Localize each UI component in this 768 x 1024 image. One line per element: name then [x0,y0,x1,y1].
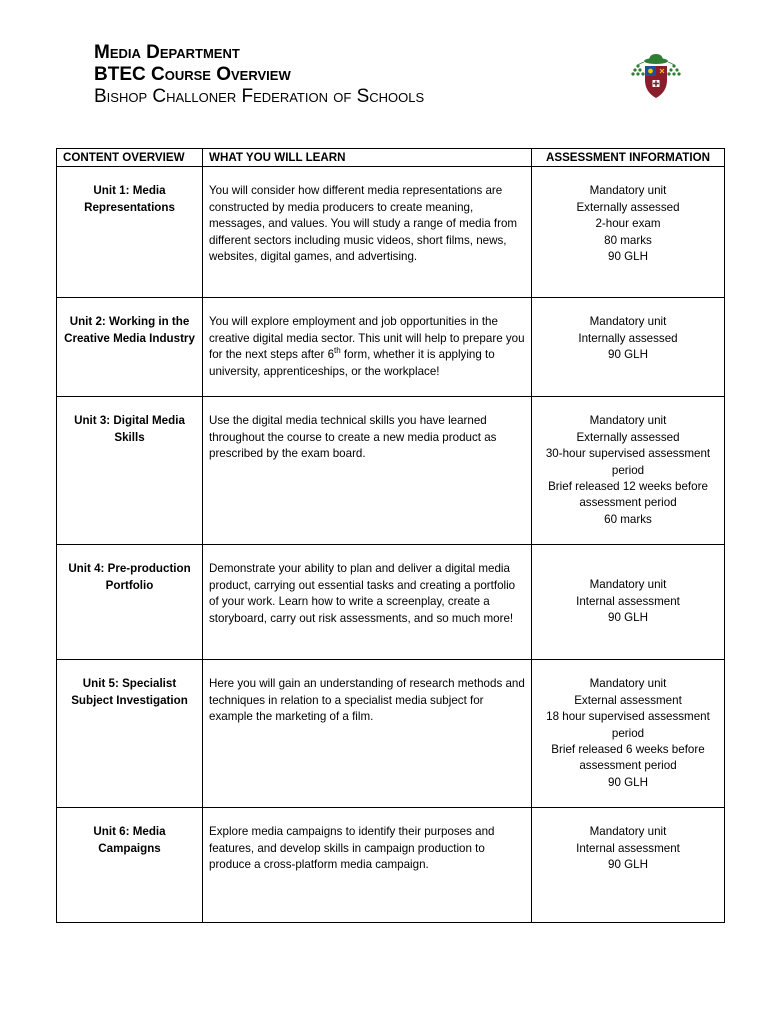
assessment-line: 2-hour exam [595,217,661,231]
unit-title: Unit 3: Digital Media Skills [57,397,203,545]
assessment-line: Mandatory unit [589,578,667,592]
table-row [57,545,725,660]
assessment-info [532,298,725,397]
assessment-line: 18 hour supervised assessment period [546,710,710,740]
unit-title: Unit 1: Media Representations [57,167,203,298]
ordinal-suffix: th [334,346,341,356]
assessment-line: Brief released 6 weeks before assessment period [551,743,705,773]
assessment-line: Internal assessment [576,841,680,855]
assessment-line: Mandatory unit [589,414,667,428]
assessment-line: 90 GLH [608,348,648,362]
assessment-info [532,397,725,545]
col-header-assessment-information: ASSESSMENT INFORMATION [532,149,725,167]
assessment-line: Internally assessed [578,331,678,345]
assessment-line: Mandatory unit [589,825,667,839]
assessment-line: Brief released 12 weeks before assessment period [548,480,708,510]
assessment-info [532,808,725,923]
unit-description: Here you will gain an understanding of research methods and techniques in relation to a specialist media subject for example the marketing of a film. [203,660,532,808]
unit-title: Unit 5: Specialist Subject Investigation [57,660,203,808]
assessment-info [532,167,725,298]
assessment-line: External assessment [574,693,682,707]
course-title: BTEC Course Overview [94,64,291,85]
assessment-line: 80 marks [604,233,652,247]
assessment-line: Mandatory unit [589,184,667,198]
table-row [57,808,725,923]
assessment-line: 90 GLH [608,775,648,789]
assessment-line: 60 marks [604,512,652,526]
assessment-info [532,545,725,660]
unit-title: Unit 4: Pre-production Portfolio [57,545,203,660]
assessment-line: 90 GLH [608,858,648,872]
unit-title: Unit 2: Working in the Creative Media Industry [57,298,203,397]
department-title: Media Department [94,42,240,63]
assessment-line: Externally assessed [576,200,680,214]
unit-description: Explore media campaigns to identify their purposes and features, and develop skills in campaign production to produce a cross-platform media campaign. [203,808,532,923]
table-row [57,298,725,397]
course-units-table [56,148,725,923]
document-header [94,42,424,108]
unit-description: Demonstrate your ability to plan and deliver a digital media product, carrying out essential tasks and creating a portfolio of your work. Learn how to write a screenplay, create a storyboard, carry out risk assessments, and so much more! [203,545,532,660]
assessment-line: Externally assessed [576,430,680,444]
unit-description: You will consider how different media representations are constructed by media producers to create meaning, messages, and values. You will study a range of media from different sectors including music videos, short films, news, websites, digital games, and advertising. [203,167,532,298]
assessment-line: Internal assessment [576,594,680,608]
assessment-line: Mandatory unit [589,677,667,691]
col-header-what-you-will-learn: WHAT YOU WILL LEARN [203,149,532,167]
table-header-row [57,149,725,167]
unit-title: Unit 6: Media Campaigns [57,808,203,923]
assessment-line: 30-hour supervised assessment period [545,447,711,477]
unit-description [203,298,532,397]
school-crest-icon [630,52,682,102]
assessment-line: 90 GLH [608,250,648,264]
unit-description-text: You will explore employment and job opportunities in the creative digital media sector. This unit will help to prepare you for the next steps after 6th form, whether it is applying to university, apprenticeships, or the workplace! [209,315,525,378]
table-row [57,397,725,545]
assessment-line: Mandatory unit [589,315,667,329]
table-row [57,660,725,808]
school-name: Bishop Challoner Federation of Schools [94,86,425,107]
assessment-line: 90 GLH [608,611,648,625]
col-header-content-overview: CONTENT OVERVIEW [57,149,203,167]
unit-description: Use the digital media technical skills you have learned throughout the course to create a new media product as prescribed by the exam board. [203,397,532,545]
table-row [57,167,725,298]
assessment-info [532,660,725,808]
